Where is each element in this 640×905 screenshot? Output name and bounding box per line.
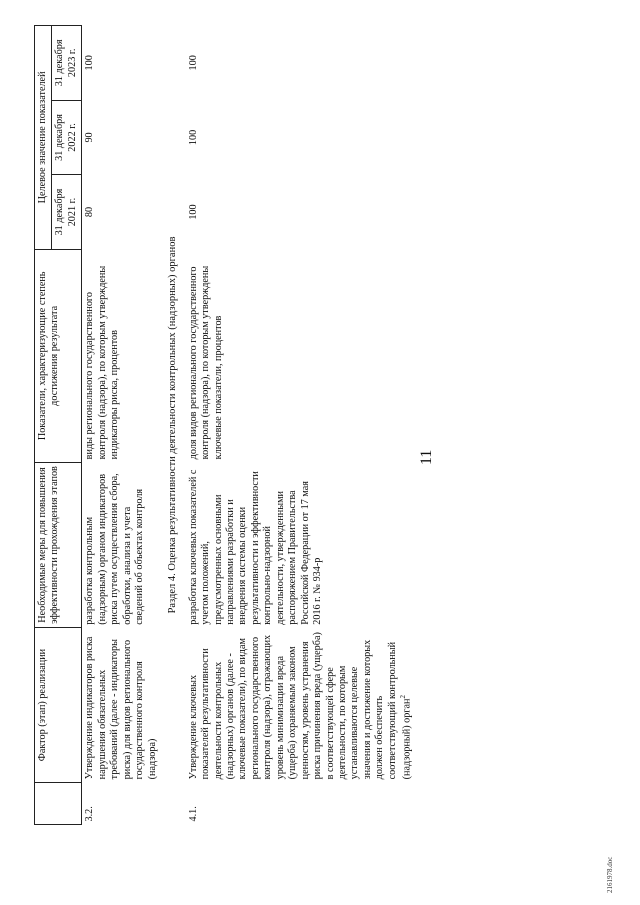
- page-number: 11: [418, 449, 435, 465]
- row-value-2023: 100: [187, 55, 199, 71]
- header-num: [35, 782, 82, 824]
- header-target: Целевое значение показателей: [35, 26, 52, 250]
- row-factor-cell: [186, 628, 416, 783]
- row-factor: Утверждение ключевых показателей результативности деятельности контрольных (надзорных) органов (далее - ключевые показатели), по видам регионального государственного контроля (надзора), отражающих уровень минимизации вреда (ущерба) охраняемым законом ценностям, уровень устранения риска причинения вреда (ущерба) в соответствующей сфере деятельности, по которым устанавливаются целевые значения и достижение которых должен обеспечить соответствующий контрольный (надзорный) орган: [187, 632, 413, 780]
- header-indicators: Показатели, характеризующие степень достижения результата: [35, 249, 82, 462]
- header-year-2021: 31 декабря 2021 г.: [52, 175, 82, 250]
- row-value-2022: 90: [84, 132, 96, 143]
- row-indicators: виды регионального государственного контроля (надзора), по которым утверждены индикаторы риска, процентов: [84, 265, 121, 460]
- row-value-2023: 100: [84, 55, 96, 71]
- table-row: [82, 26, 161, 825]
- table-header-row: [35, 26, 52, 825]
- header-measures: Необходимые меры для повышения эффективности прохождения этапов: [35, 462, 82, 627]
- header-year-2022: 31 декабря 2022 г.: [52, 100, 82, 175]
- row-factor: Утверждение индикаторов риска нарушения обязательных требований (далее - индикаторы риска) для видов регионального государственного контроля (надзора): [84, 636, 158, 780]
- row-indicators: доля видов регионального государственного контроля (надзора), по которым утверждены ключевые показатели, процентов: [187, 265, 224, 460]
- row-measures: разработка контрольным (надзорным) органом индикаторов риска путем осуществления сбора, обработки, анализа и учета сведений об объектах контроля: [84, 473, 146, 625]
- row-measures: разработка ключевых показателей с учетом положений, предусмотренных основными направлениями разработки и внедрения системы оценки результативности и эффективности контрольно-надзорной деятельности, утвержденными распоряжением Правительства Российской Федерации от 17 мая 2016 г. № 934-р: [187, 469, 324, 625]
- header-year-2023: 31 декабря 2023 г.: [52, 26, 82, 101]
- footnote-ref: 2: [399, 694, 408, 699]
- row-num: 3.2.: [84, 806, 96, 822]
- table-row: [186, 26, 416, 825]
- row-value-2022: 100: [187, 129, 199, 146]
- row-value-2021: 80: [84, 206, 96, 218]
- row-num: 4.1.: [187, 806, 199, 822]
- document-reference: 2161978.doc: [606, 856, 614, 893]
- row-value-2021: 100: [187, 204, 199, 220]
- section-heading-row: [161, 26, 186, 825]
- section-4-title: Раздел 4. Оценка результативности деятельности контрольных (надзорных) органов: [166, 236, 178, 614]
- indicators-table: [34, 25, 416, 825]
- header-factor: Фактор (этап) реализации: [35, 628, 82, 783]
